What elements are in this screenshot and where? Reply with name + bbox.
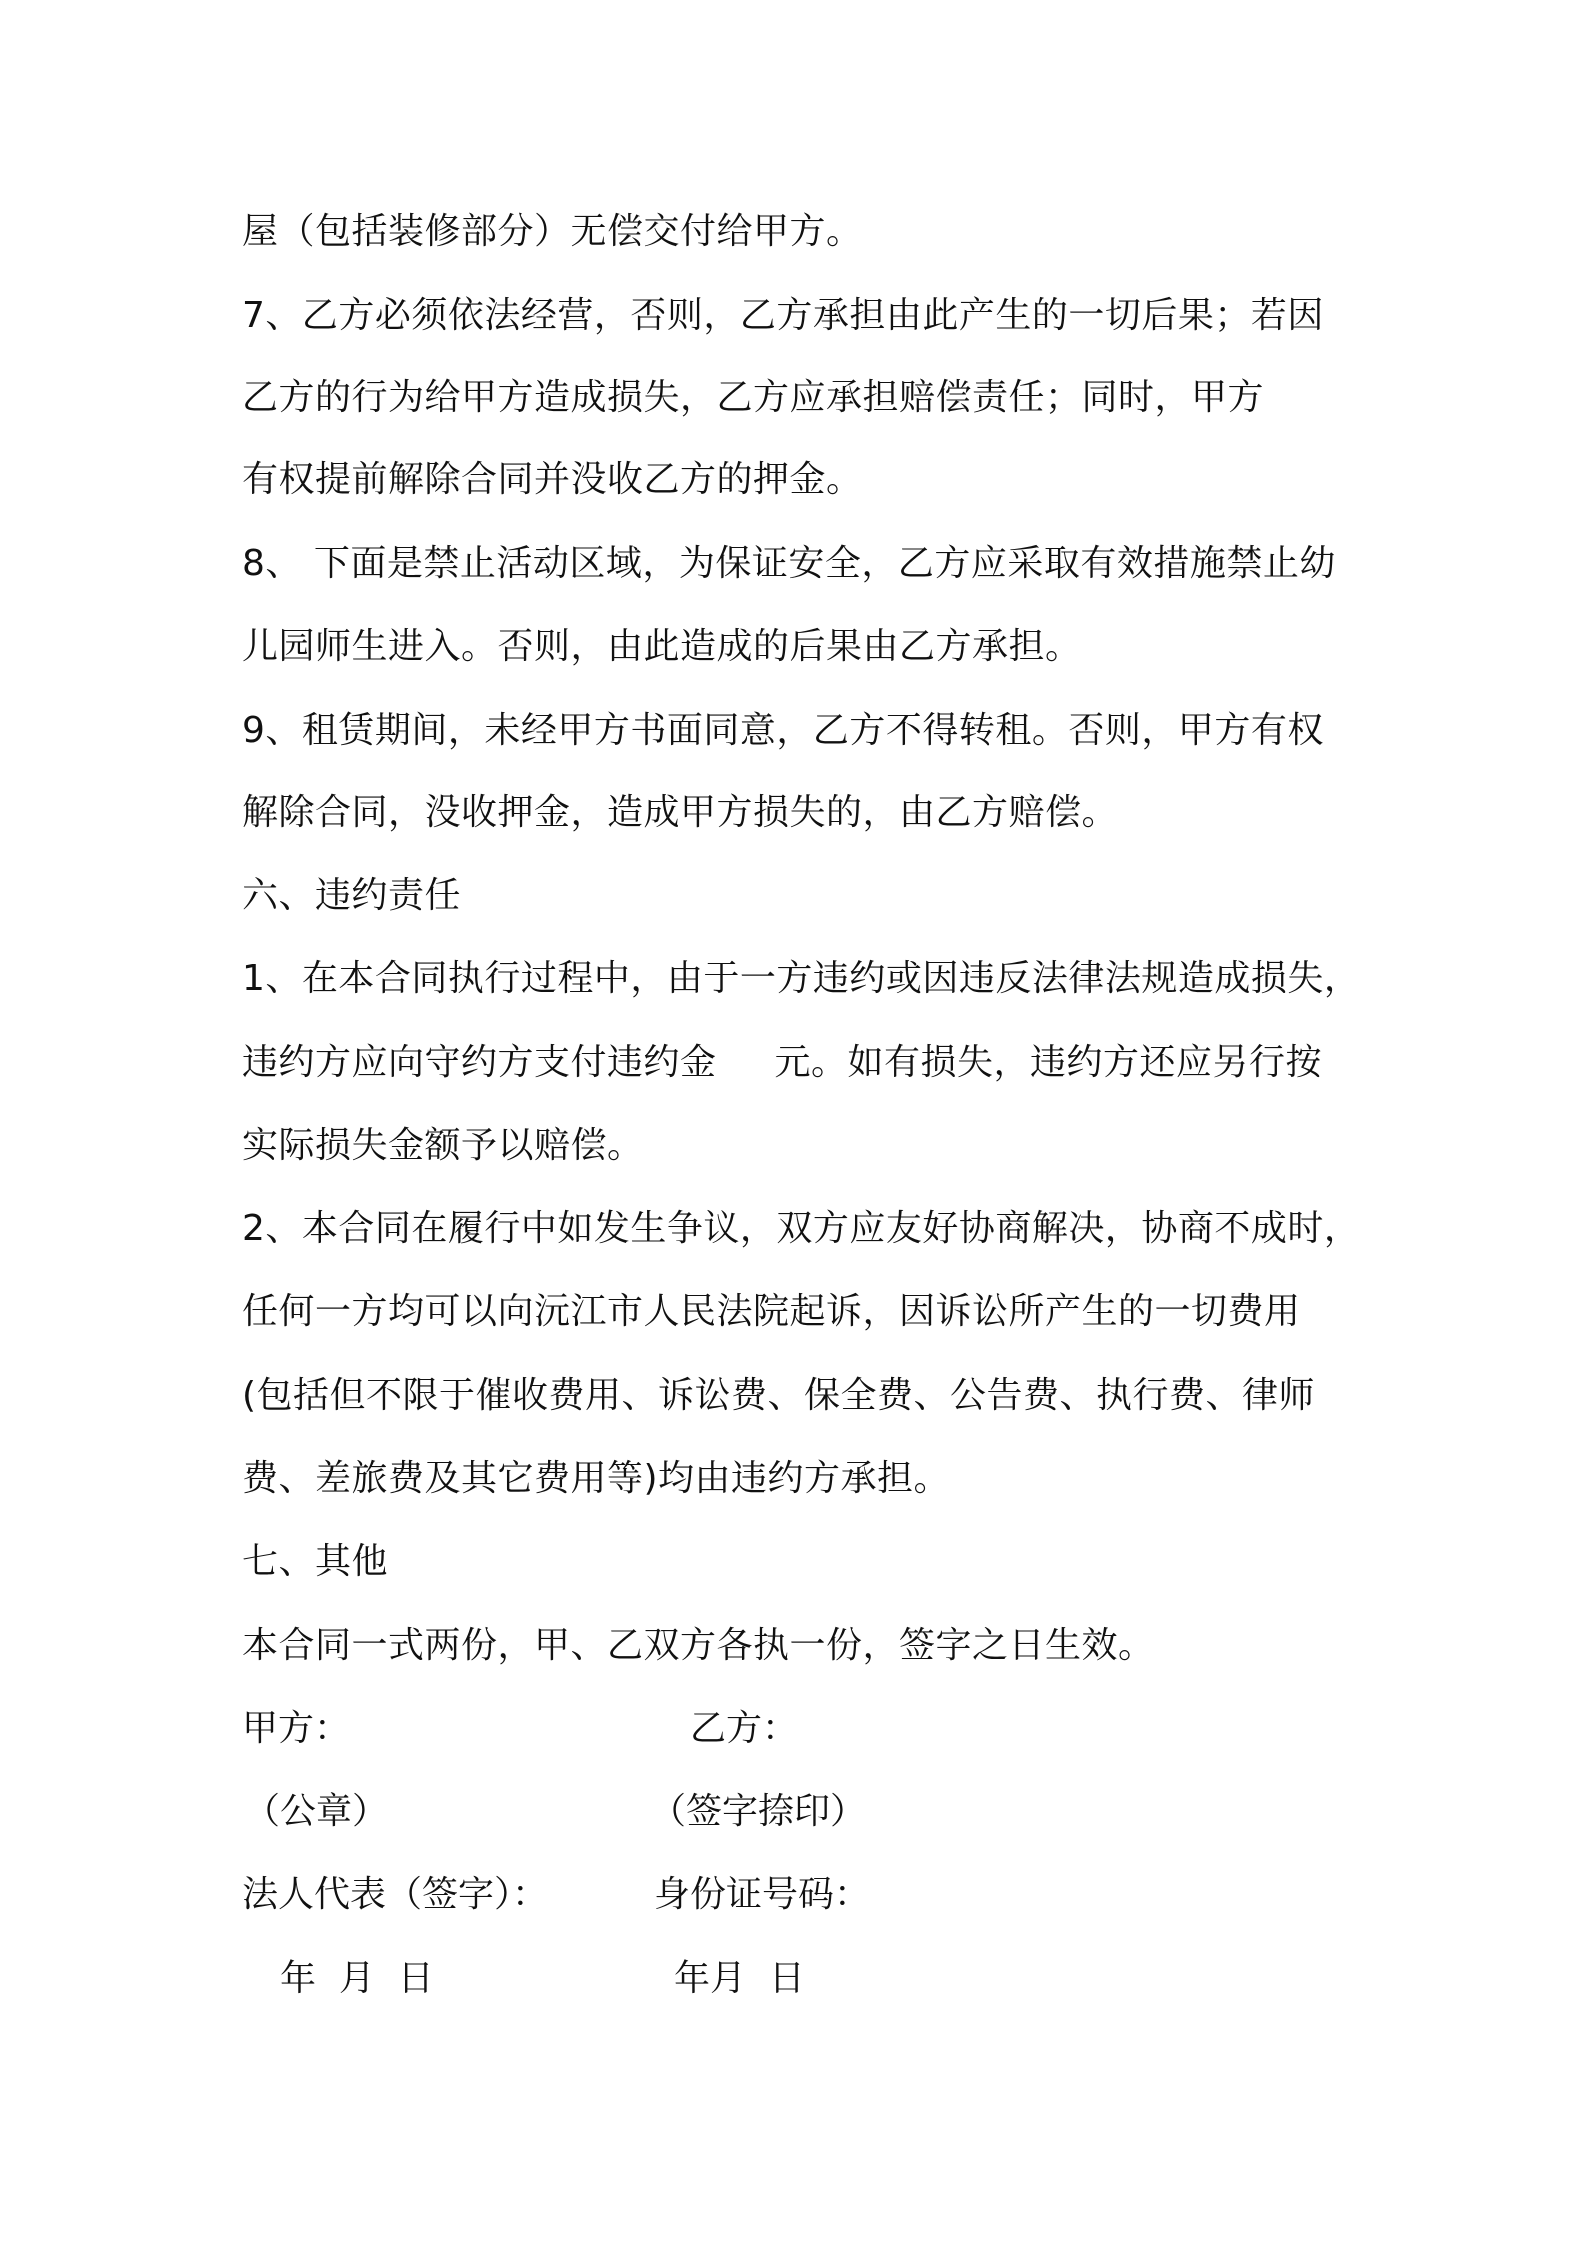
section-heading-other: 七、其他 [242, 1541, 389, 1582]
party-b-seal: （签字捺印） [650, 1791, 867, 1832]
party-a-label: 甲方： [242, 1708, 351, 1749]
breach-clause-1-line-3: 实际损失金额予以赔偿。 [242, 1125, 644, 1166]
paragraph-line: 屋（包括装修部分）无偿交付给甲方。 [242, 211, 863, 252]
clause-8-line-1: 8、 下面是禁止活动区域，为保证安全，乙方应采取有效措施禁止幼 [242, 543, 1336, 584]
party-a-date: 年 月 日 [280, 1958, 434, 1999]
clause-7-line-1: 7、乙方必须依法经营，否则，乙方承担由此产生的一切后果；若因 [242, 295, 1324, 336]
clause-9-line-1: 9、租赁期间，未经甲方书面同意，乙方不得转租。否则，甲方有权 [242, 710, 1324, 751]
clause-7-line-3: 有权提前解除合同并没收乙方的押金。 [242, 459, 863, 500]
party-b-date: 年月 日 [674, 1958, 805, 1999]
party-b-id-number: 身份证号码： [654, 1874, 871, 1915]
clause-7-line-2: 乙方的行为给甲方造成损失，乙方应承担赔偿责任；同时，甲方 [242, 377, 1265, 418]
party-a-representative: 法人代表（签字）： [242, 1874, 549, 1915]
clause-8-line-2: 儿园师生进入。否则，由此造成的后果由乙方承担。 [242, 626, 1082, 667]
penalty-text-after: 元。如有损失，违约方还应另行按 [774, 1042, 1323, 1083]
breach-clause-1-line-1: 1、在本合同执行过程中，由于一方违约或因违反法律法规造成损失， [242, 958, 1361, 999]
clause-9-line-2: 解除合同，没收押金，造成甲方损失的，由乙方赔偿。 [242, 792, 1119, 833]
other-clause-line: 本合同一式两份，甲、乙双方各执一份，签字之日生效。 [242, 1625, 1155, 1666]
penalty-text-before: 违约方应向守约方支付违约金 [242, 1042, 717, 1083]
party-b-label: 乙方： [690, 1708, 799, 1749]
party-a-seal: （公章） [244, 1791, 389, 1832]
breach-clause-2-line-3: (包括但不限于催收费用、诉讼费、保全费、公告费、执行费、律师 [242, 1375, 1316, 1416]
breach-clause-2-line-2: 任何一方均可以向沅江市人民法院起诉，因诉讼所产生的一切费用 [242, 1291, 1301, 1332]
breach-clause-1-line-2 [242, 1039, 1322, 1087]
section-heading-breach: 六、违约责任 [242, 875, 462, 916]
breach-clause-2-line-1: 2、本合同在履行中如发生争议，双方应友好协商解决，协商不成时， [242, 1208, 1361, 1249]
breach-clause-2-line-4: 费、差旅费及其它费用等)均由违约方承担。 [242, 1458, 951, 1499]
